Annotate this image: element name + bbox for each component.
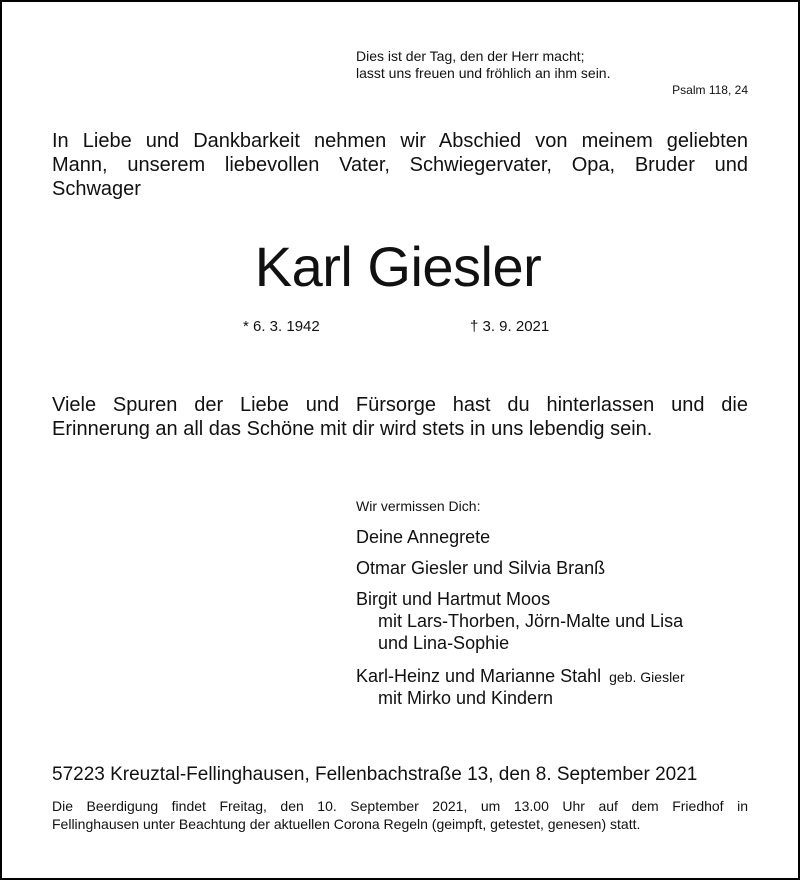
maiden-name: geb. Giesler <box>609 669 685 685</box>
quote-line-1: Viele Spuren der Liebe und Fürsorge hast du hinterlassen und die <box>52 394 748 416</box>
psalm-reference: Psalm 118, 24 <box>672 83 748 97</box>
quote-line-2: Erinnerung an all das Schöne mit dir wird stets in uns lebendig sein. <box>52 418 653 440</box>
mourner-mirko-kinder: mit Mirko und Kindern <box>378 688 554 708</box>
funeral-line-2: Fellinghausen unter Beachtung der aktuellen Corona Regeln (geimpft, getestet, genesen) statt. <box>52 816 641 832</box>
mourner-birgit-hartmut: Birgit und Hartmut Moos <box>356 589 551 609</box>
mourner-otmar-silvia: Otmar Giesler und Silvia Branß <box>356 558 606 578</box>
intro-line-3: Schwager <box>52 178 141 200</box>
psalm-line-1: Dies ist der Tag, den der Herr macht; <box>356 48 585 64</box>
death-date: † 3. 9. 2021 <box>470 318 550 335</box>
mourner-grandchildren-1: mit Lars-Thorben, Jörn-Malte und Lisa <box>378 611 684 631</box>
memorial-quote <box>52 393 748 441</box>
intro-text <box>52 129 748 201</box>
mourner-grandchildren-2: und Lina-Sophie <box>378 633 510 653</box>
mourners-heading: Wir vermissen Dich: <box>356 498 481 514</box>
mourner-karl-heinz-marianne <box>356 665 685 688</box>
birth-date: * 6. 3. 1942 <box>243 318 320 335</box>
funeral-line-1: Die Beerdigung findet Freitag, den 10. September 2021, um 13.00 Uhr auf dem Friedhof in <box>52 798 748 814</box>
address-line: 57223 Kreuztal-Fellinghausen, Fellenbachstraße 13, den 8. September 2021 <box>52 764 698 785</box>
psalm-line-2: lasst uns freuen und fröhlich an ihm sein. <box>356 65 611 81</box>
intro-line-2: Mann, unserem liebevollen Vater, Schwiegervater, Opa, Bruder und <box>52 154 748 176</box>
funeral-notice <box>52 797 748 833</box>
deceased-name: Karl Giesler <box>254 235 542 298</box>
intro-line-1: In Liebe und Dankbarkeit nehmen wir Abschied von meinem geliebten <box>52 130 748 152</box>
mourner-karl-heinz-marianne-names: Karl-Heinz und Marianne Stahl <box>356 666 602 686</box>
mourner-annegrete: Deine Annegrete <box>356 527 491 547</box>
